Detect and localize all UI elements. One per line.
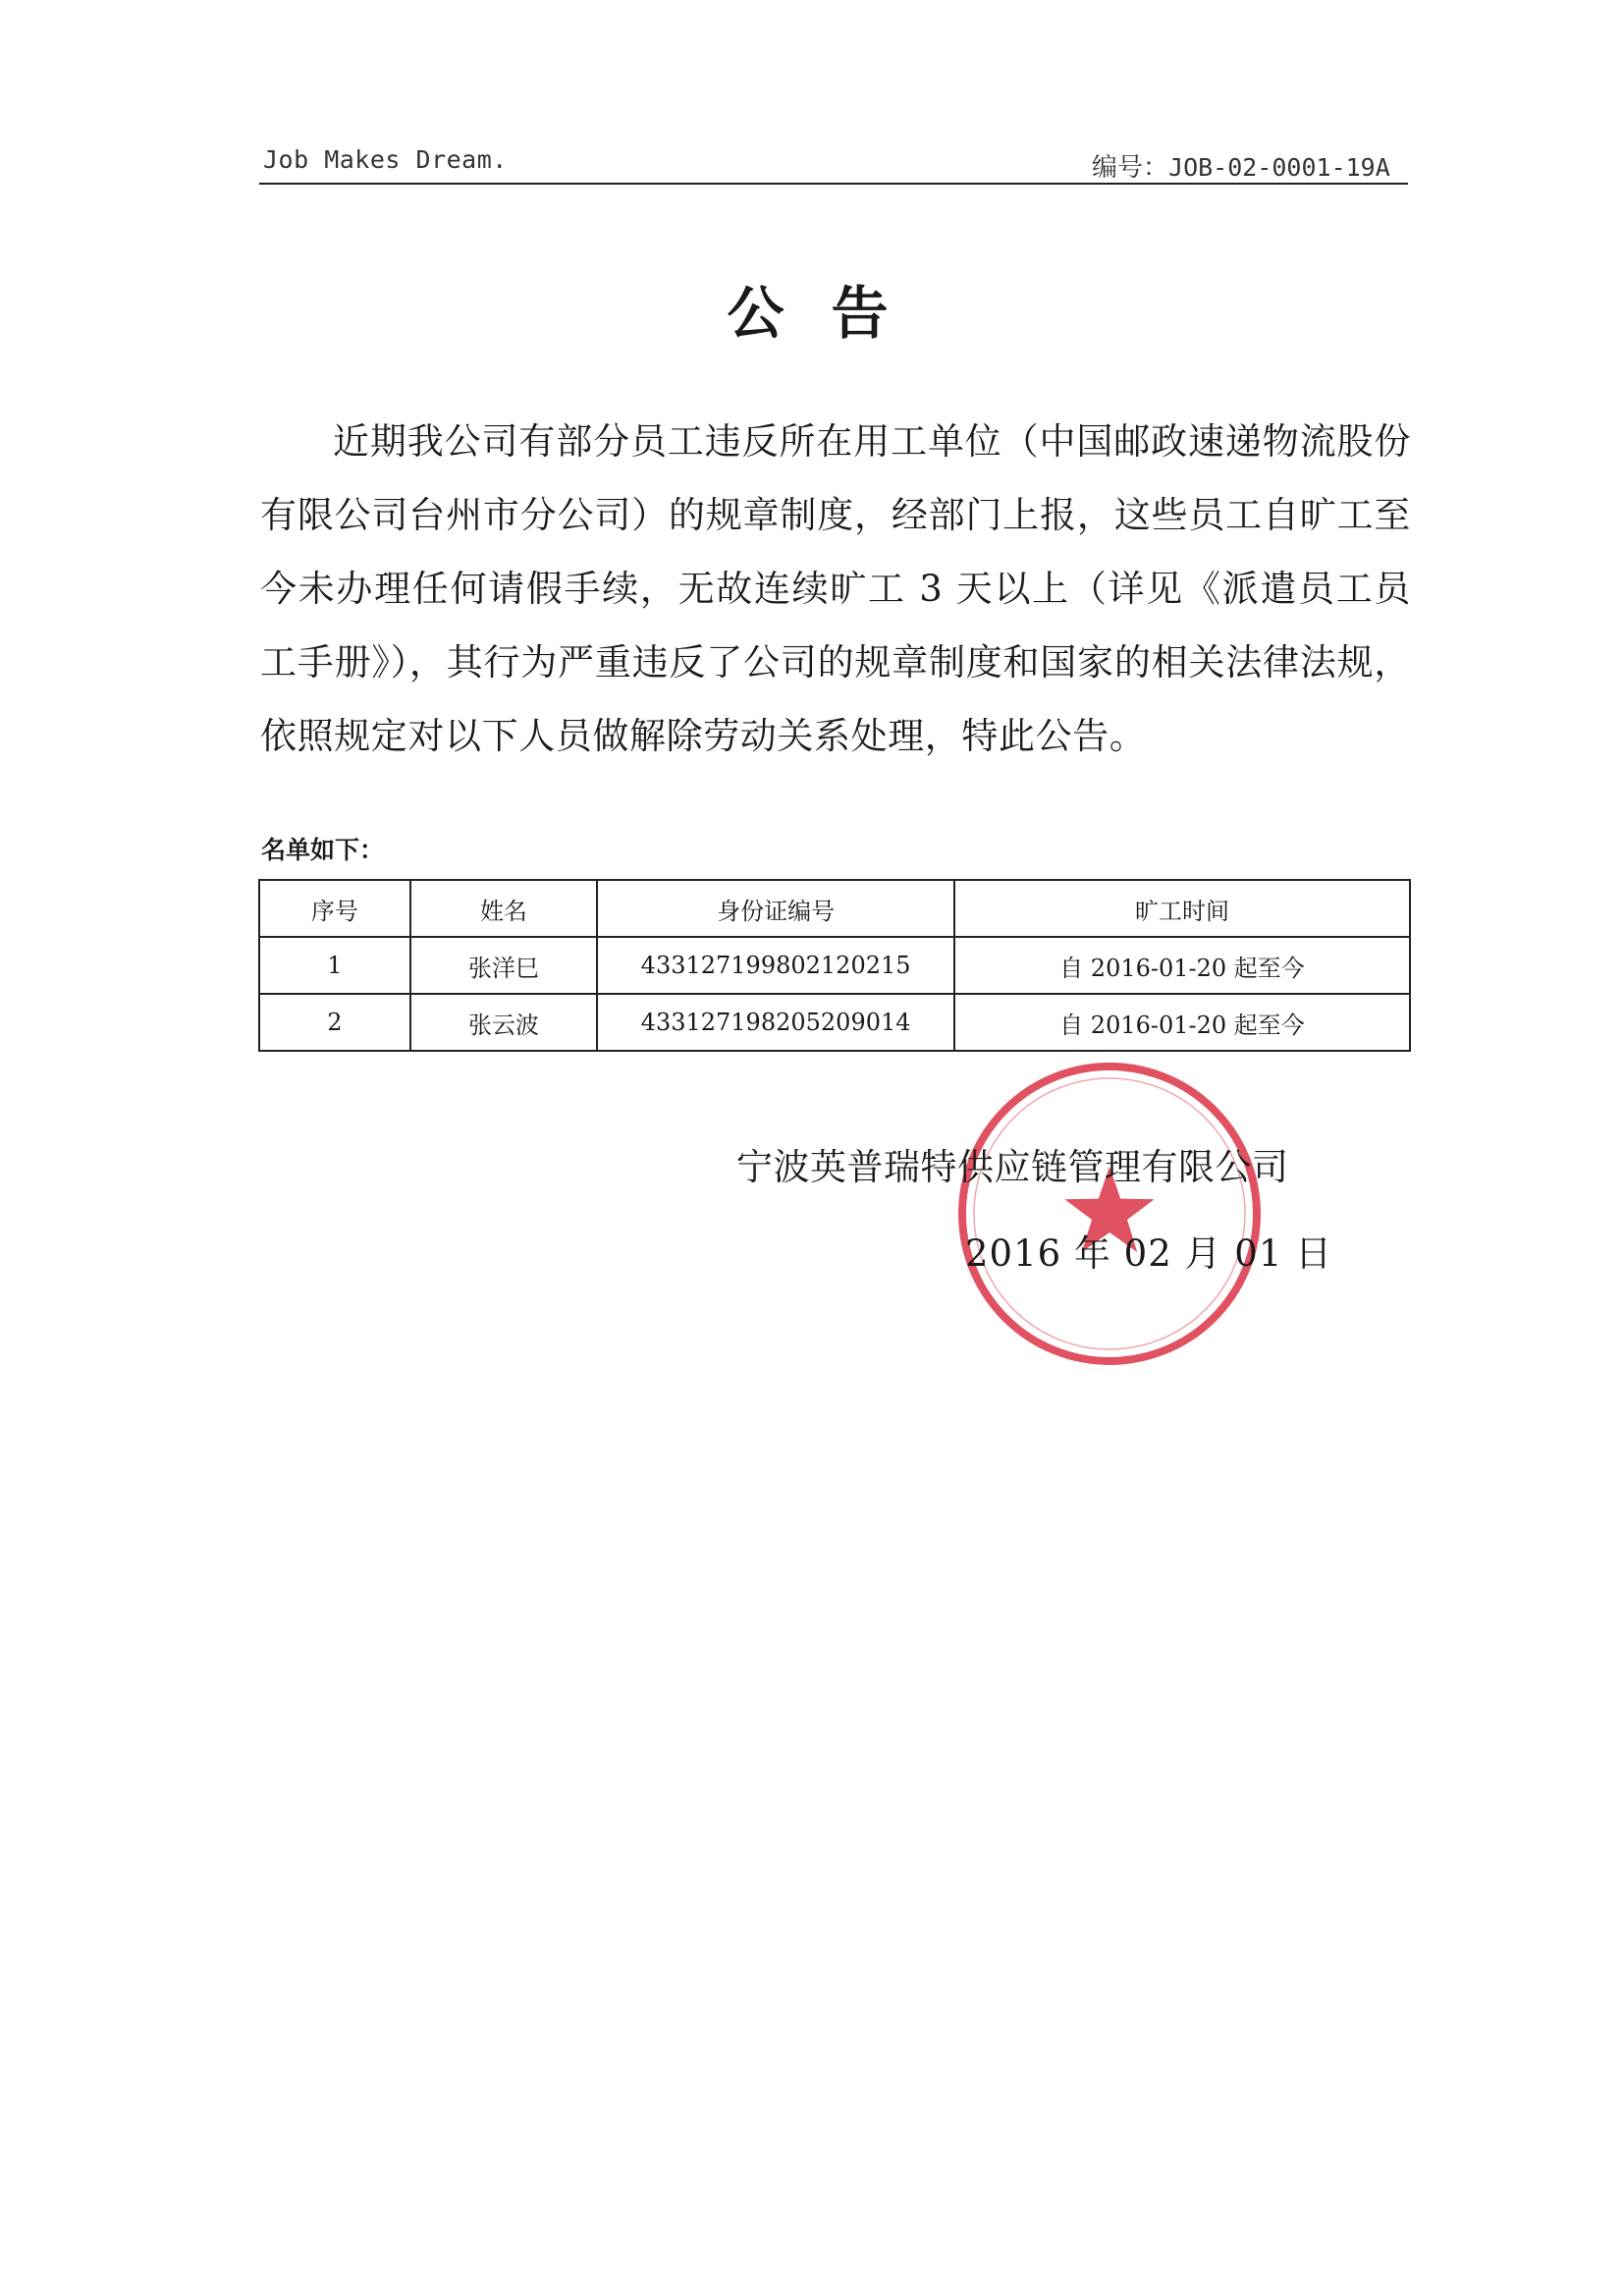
cell-name: 张云波 [410,994,598,1051]
cell-absence: 自 2016-01-20 起至今 [954,937,1410,994]
cell-absence: 自 2016-01-20 起至今 [954,994,1410,1051]
doc-number [1092,147,1390,184]
signature-date: 2016 年 02 月 01 日 [965,1232,1333,1275]
cell-index: 2 [259,994,410,1051]
table-header-row [259,880,1410,937]
page-title: 公告 [727,280,936,347]
doc-number-value: JOB-02-0001-19A [1168,153,1390,182]
header-divider [259,183,1408,185]
cell-id: 433127198205209014 [597,994,954,1051]
company-seal [952,1057,1267,1371]
cell-index: 1 [259,937,410,994]
list-label: 名单如下： [261,836,385,864]
table-row [259,937,1410,994]
signature-company: 宁波英普瑞特供应链管理有限公司 [736,1146,1289,1188]
notice-body: 近期我公司有部分员工违反所在用工单位（中国邮政速递物流股份有限公司台州市分公司）的规章制度，经部门上报，这些员工自旷工至今未办理任何请假手续，无故连续旷工 3 天以上（详见《派遣员工员工手册》），其行为严重违反了公司的规章制度和国家的相关法律法规，依照规定对以下人员做解除劳动关系处理，特此公告。 [260,420,1411,757]
col-header-id: 身份证编号 [597,880,954,937]
col-header-name: 姓名 [410,880,598,937]
cell-name: 张洋巳 [410,937,598,994]
cell-id: 433127199802120215 [597,937,954,994]
col-header-index: 序号 [259,880,410,937]
doc-number-label: 编号： [1092,153,1169,183]
table-row [259,994,1410,1051]
staff-table [258,879,1411,1052]
col-header-absence: 旷工时间 [954,880,1410,937]
header-slogan: Job Makes Dream. [263,145,508,174]
